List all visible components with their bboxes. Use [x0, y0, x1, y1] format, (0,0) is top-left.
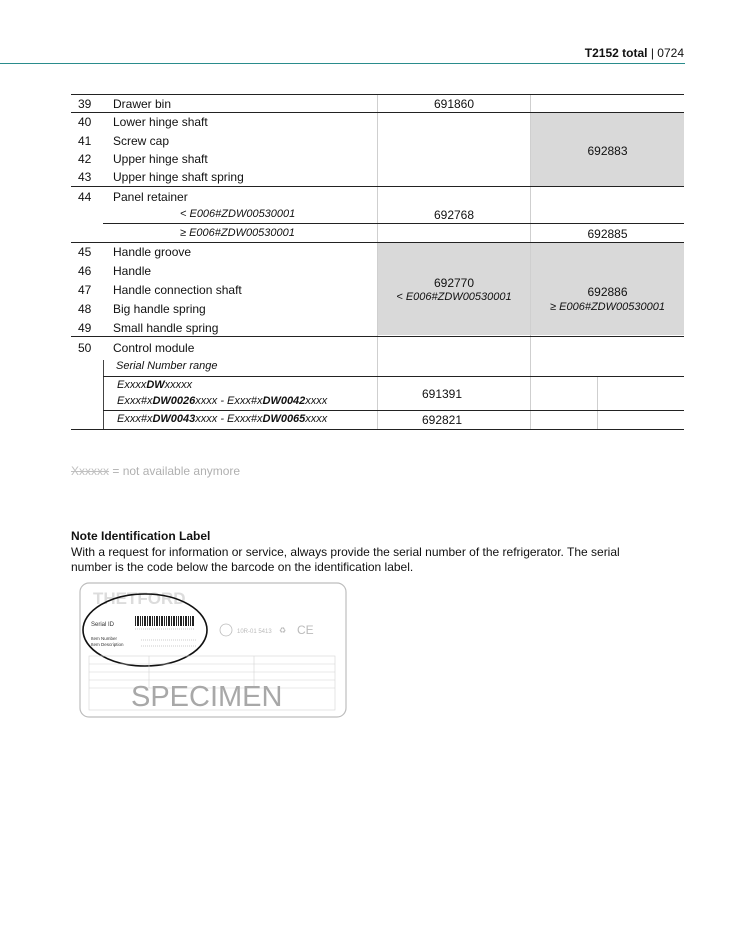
row-description: Small handle spring [113, 321, 219, 335]
part-number: 692770 [433, 276, 475, 290]
table-rule [103, 376, 684, 377]
ce-mark: CE [297, 623, 314, 637]
table-rule [103, 223, 684, 224]
part-number: 692886 [587, 285, 628, 299]
part-number: 691860 [433, 97, 475, 111]
row-number: 43 [78, 170, 92, 184]
serial-range [117, 413, 327, 425]
serial-range-label: Serial Number range [116, 360, 218, 372]
row-number: 39 [78, 97, 92, 111]
table-rule [71, 112, 684, 113]
document-header [585, 46, 684, 60]
label-item-description: Item Description [91, 642, 124, 647]
row-number: 49 [78, 321, 92, 335]
part-number: 691391 [421, 387, 463, 401]
serial-range [117, 379, 192, 391]
table-rule [71, 94, 684, 95]
row-number: 50 [78, 341, 92, 355]
serial-part: DW0026 [152, 395, 196, 407]
table-rule [71, 186, 684, 187]
table-rule [71, 336, 684, 337]
row-description: Control module [113, 341, 195, 355]
row-number: 48 [78, 302, 92, 316]
row-number: 42 [78, 152, 92, 166]
specimen-watermark: SPECIMEN [131, 681, 283, 713]
column-divider [103, 360, 104, 430]
serial-part: DW0043 [152, 413, 196, 425]
serial-part: xxxx - Exxx#x [195, 395, 263, 407]
id-label-title: Note Identification Label [71, 529, 211, 543]
row-number: 45 [78, 245, 92, 259]
row-description: Lower hinge shaft [113, 115, 208, 129]
serial-part: Exxx#x [117, 395, 153, 407]
row-description: Panel retainer [113, 190, 188, 204]
serial-part: xxxx [305, 413, 328, 425]
serial-part: DW0042 [262, 395, 306, 407]
row-description: Handle [113, 264, 152, 278]
serial-part: xxxxx [164, 379, 193, 391]
doc-version: 0724 [657, 46, 684, 60]
identification-label-image [79, 582, 347, 718]
row-description: Drawer bin [113, 97, 172, 111]
row-description: Handle connection shaft [113, 283, 242, 297]
row-number: 41 [78, 134, 92, 148]
header-rule [0, 63, 685, 64]
serial-part: DW0065 [262, 413, 306, 425]
availability-note [71, 464, 240, 478]
row-number: 47 [78, 283, 92, 297]
label-brand: THETFORD [93, 589, 186, 608]
serial-range: < E006#ZDW00530001 [396, 291, 512, 303]
header-separator: | [650, 46, 654, 60]
table-rule [71, 429, 684, 430]
table-rule [71, 242, 684, 243]
serial-part: Exxx#x [117, 413, 153, 425]
serial-part: Exxxx [117, 379, 147, 391]
availability-text: = not available anymore [109, 464, 241, 478]
part-number: 692883 [587, 144, 628, 158]
row-number: 44 [78, 190, 92, 204]
row-description: Upper hinge shaft spring [113, 170, 244, 184]
serial-part: xxxx - Exxx#x [195, 413, 263, 425]
part-number: 692821 [421, 413, 463, 427]
struck-example: Xxxxxx [71, 464, 110, 478]
serial-range: ≥ E006#ZDW00530001 [180, 227, 295, 239]
label-serial-id: Serial ID [91, 622, 115, 628]
serial-range [117, 395, 327, 407]
column-divider [377, 94, 378, 430]
disposal-icon: ♻ [279, 626, 287, 635]
row-description: Handle groove [113, 245, 192, 259]
row-number: 46 [78, 264, 92, 278]
part-number: 692768 [433, 208, 475, 222]
serial-part: xxxx [305, 395, 328, 407]
column-divider [597, 376, 598, 430]
table-rule [103, 410, 684, 411]
doc-code: T2152 total [584, 46, 648, 60]
row-number: 40 [78, 115, 92, 129]
serial-range: < E006#ZDW00530001 [180, 208, 296, 220]
label-item-number: Item Number [91, 636, 118, 641]
label-cert: 10R-01 5413 [237, 629, 272, 635]
row-description: Screw cap [113, 134, 170, 148]
serial-range: ≥ E006#ZDW00530001 [550, 301, 665, 313]
row-description: Upper hinge shaft [113, 152, 208, 166]
part-number: 692885 [587, 227, 628, 241]
id-label-text: With a request for information or service, always provide the serial number of the refrigerator. The serial number is the code below the barcode on the identification label. [71, 545, 620, 574]
row-description: Big handle spring [113, 302, 206, 316]
serial-part: DW [146, 379, 165, 391]
